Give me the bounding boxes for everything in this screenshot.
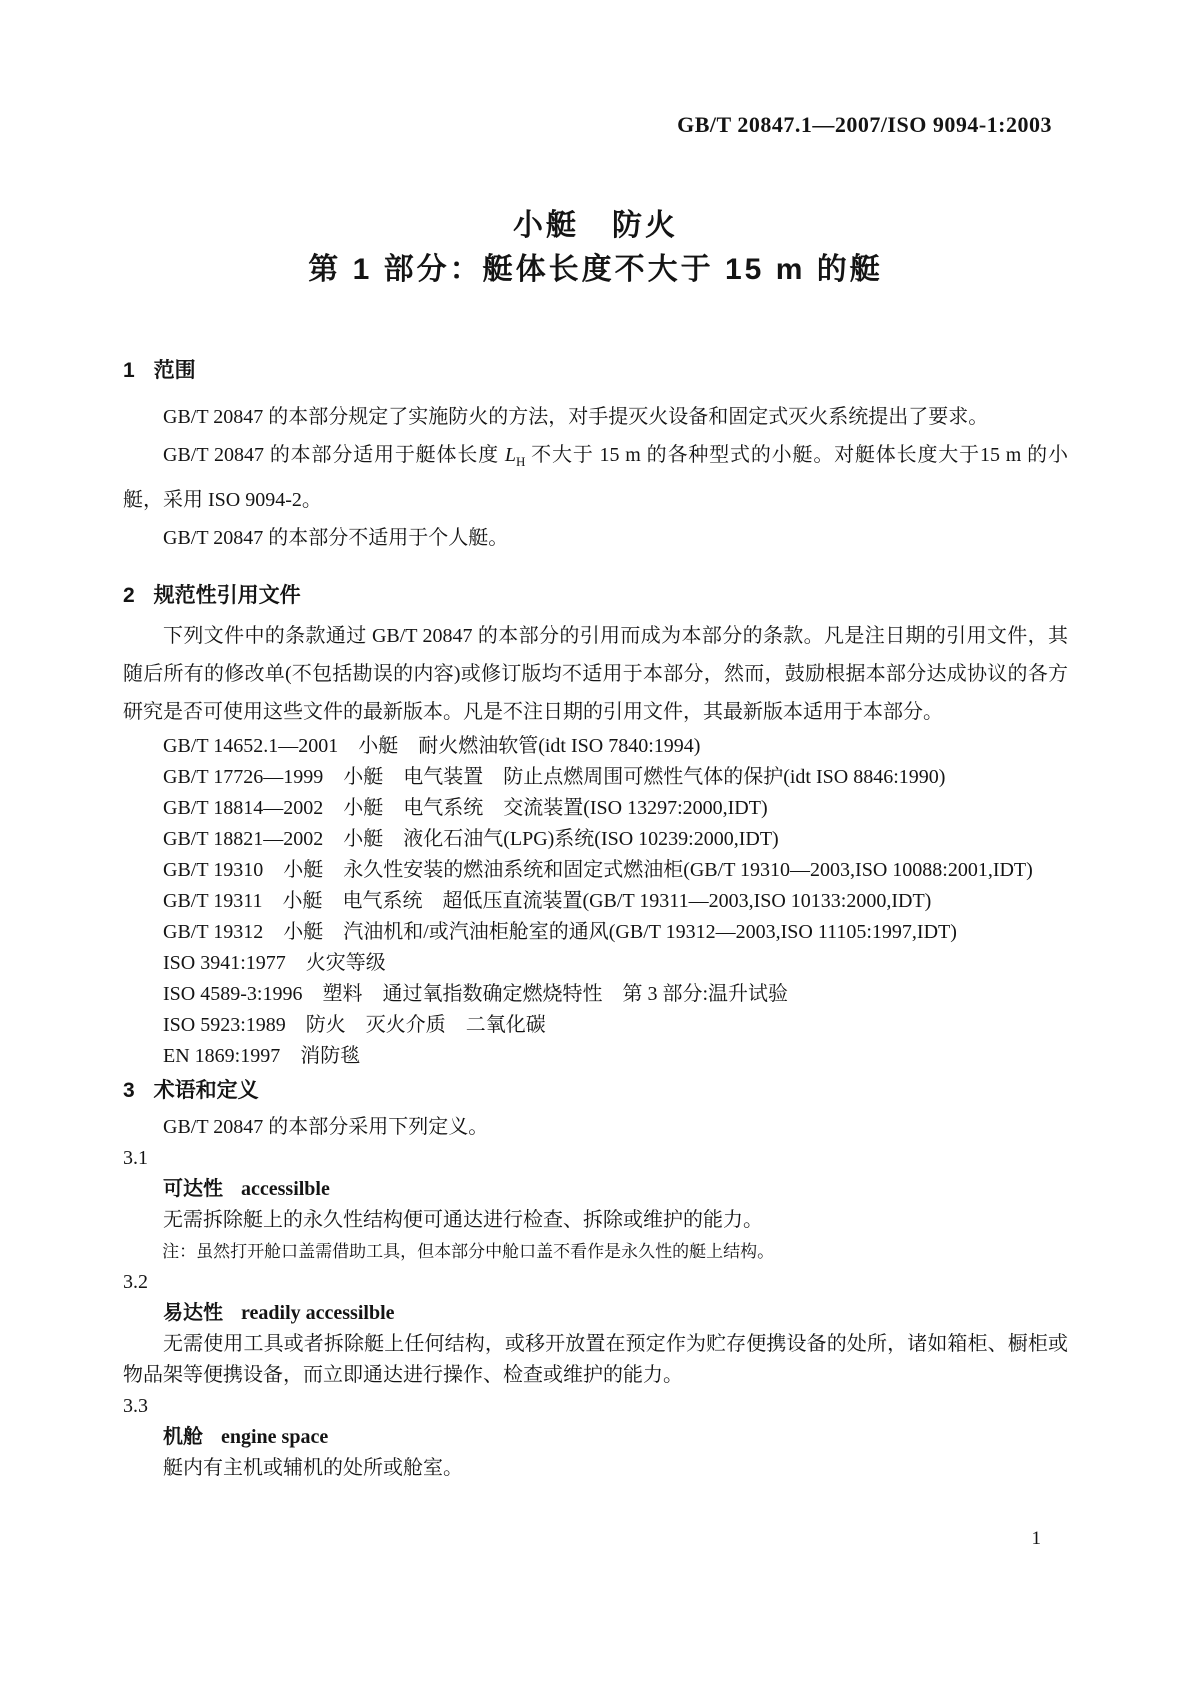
section-1-title: 范围 [153,359,196,382]
term-3-3-chinese: 机舱 [163,1426,203,1448]
reference-item: GB/T 19312 小艇 汽油机和/或汽油柜舱室的通风(GB/T 19312—2003,ISO 11105:1997,IDT) [163,921,957,943]
section-3-heading [123,1078,1068,1104]
page-number: 1 [1031,1528,1041,1549]
scope-paragraph-1: GB/T 20847 的本部分规定了实施防火的方法，对手提灭火设备和固定式灭火系统提出了要求。 [163,406,989,428]
section-1-heading [123,358,1068,384]
term-3-3-english: engine space [221,1426,329,1448]
clause-number-3-3: 3.3 [123,1395,148,1417]
scope-paragraph-2-text: GB/T 20847 的本部分适用于艇体长度 [163,444,505,466]
term-3-1 [123,1174,1068,1205]
section-2-number: 2 [123,584,135,607]
reference-item: ISO 3941:1977 火灾等级 [163,952,386,974]
reference-item: GB/T 18814—2002 小艇 电气系统 交流装置(ISO 13297:2000,IDT) [163,797,768,819]
section-2-title: 规范性引用文件 [153,584,301,607]
section-3-number: 3 [123,1079,135,1102]
section-1-number: 1 [123,359,135,382]
reference-item: ISO 4589-3:1996 塑料 通过氧指数确定燃烧特性 第 3 部分:温升试验 [163,983,788,1005]
reference-item: GB/T 19311 小艇 电气系统 超低压直流装置(GB/T 19311—2003,ISO 10133:2000,IDT) [163,890,932,912]
term-3-2 [123,1298,1068,1329]
scope-paragraph-2-text-cont: 不大于 15 m 的各种型式的小艇。对艇体长度大于15 m 的小艇，采用 ISO 9094-2。 [123,444,1068,511]
doc-title-line2: 第 1 部分：艇体长度不大于 15 m 的艇 [308,253,883,286]
hull-length-symbol: $L_H$ [504,444,526,469]
normative-references-intro: 下列文件中的条款通过 GB/T 20847 的本部分的引用而成为本部分的条款。凡是注日期的引用文件，其随后所有的修改单(不包括勘误的内容)或修订版均不适用于本部分，然而，鼓励根据本部分达成协议的各方研究是否可使用这些文件的最新版本。凡是不注日期的引用文件，其最新版本适用于本部分。 [123,625,1068,723]
term-3-3-definition: 艇内有主机或辅机的处所或舱室。 [163,1457,463,1479]
reference-item: GB/T 19310 小艇 永久性安装的燃油系统和固定式燃油柜(GB/T 19310—2003,ISO 10088:2001,IDT) [163,859,1033,881]
scope-paragraph-2 [123,436,1068,519]
clause-number-3-1: 3.1 [123,1147,148,1169]
terms-intro: GB/T 20847 的本部分采用下列定义。 [163,1116,489,1138]
reference-item: GB/T 14652.1—2001 小艇 耐火燃油软管(idt ISO 7840:1994) [163,735,701,757]
term-3-1-definition: 无需拆除艇上的永久性结构便可通达进行检查、拆除或维护的能力。 [163,1209,763,1231]
reference-item: GB/T 17726—1999 小艇 电气装置 防止点燃周围可燃性气体的保护(idt ISO 8846:1990) [163,766,946,788]
clause-number-3-2: 3.2 [123,1271,148,1293]
section-2-heading [123,583,1068,609]
reference-item: GB/T 18821—2002 小艇 液化石油气(LPG)系统(ISO 10239:2000,IDT) [163,828,779,850]
section-3-title: 术语和定义 [153,1079,259,1102]
term-3-2-english: readily accessilble [241,1302,395,1324]
doc-title-line1: 小艇 防火 [513,209,678,242]
term-3-2-chinese: 易达性 [163,1302,223,1324]
term-3-1-english: accessilble [241,1178,330,1200]
standard-code-header: GB/T 20847.1—2007/ISO 9094-1:2003 [677,112,1052,137]
term-3-2-definition: 无需使用工具或者拆除艇上任何结构，或移开放置在预定作为贮存便携设备的处所，诸如箱柜、橱柜或物品架等便携设备，而立即通达进行操作、检查或维护的能力。 [123,1333,1068,1386]
term-3-1-chinese: 可达性 [163,1178,223,1200]
reference-item: EN 1869:1997 消防毯 [163,1045,361,1067]
reference-item: ISO 5923:1989 防火 灭火介质 二氧化碳 [163,1014,546,1036]
term-3-1-note: 注：虽然打开舱口盖需借助工具，但本部分中舱口盖不看作是永久性的艇上结构。 [162,1242,775,1261]
term-3-3 [123,1422,1068,1453]
scope-paragraph-3: GB/T 20847 的本部分不适用于个人艇。 [163,527,509,549]
